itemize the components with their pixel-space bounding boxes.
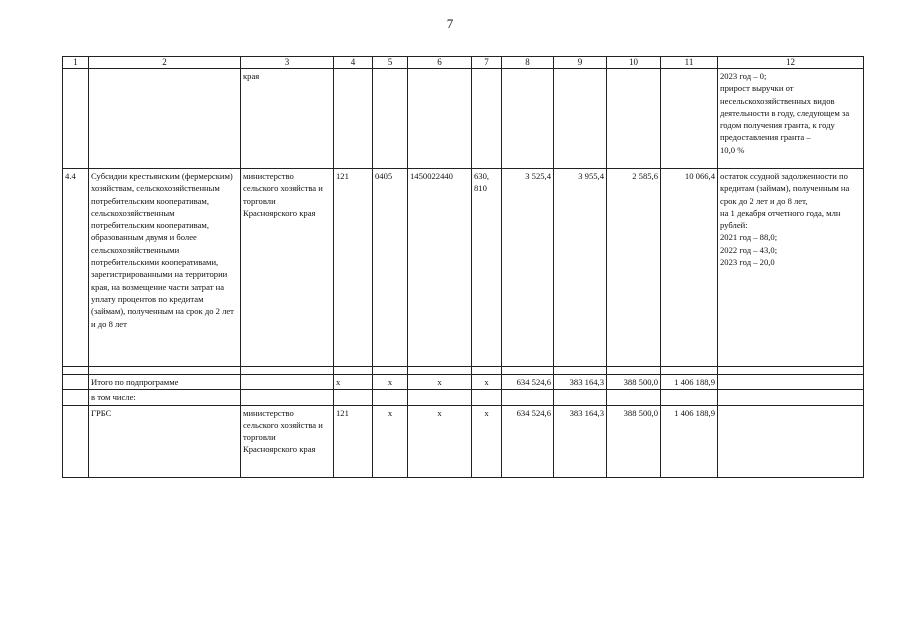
cell-amount-2021: 634 524,6 [502, 405, 554, 477]
cell [718, 375, 864, 390]
cell-grbs-label: ГРБС [89, 405, 241, 477]
cell-result-indicator: остаток ссудной задолженности по кредитам (займам), полученным на срок до 2 лет и до 8 лет, на 1 декабря отчетного года, млн рублей: 2021 год – 88,0; 2022 год – 43,0; 2023 год – 20,0 [718, 169, 864, 367]
header-cell: 6 [408, 57, 472, 69]
cell [63, 405, 89, 477]
cell [718, 390, 864, 405]
cell [334, 69, 373, 169]
cell-amount-total: 1 406 188,9 [661, 405, 718, 477]
cell-section-code: х [373, 405, 408, 477]
cell-measure-name: Субсидии крестьянским (фермерским) хозяйствам, сельскохозяйственным потребительским кооперативам, сельскохозяйственным потребительским кооперативам, образованным двумя и более сельскохозяйственными потребительскими кооперативами, зарегистрированными на территории края, на возмещение части затрат на уплату процентов по кредитам (займам), полученным на срок до 2 лет и до 8 лет [89, 169, 241, 367]
cell-amount-2022: 383 164,3 [554, 405, 607, 477]
header-cell: 8 [502, 57, 554, 69]
header-cell: 9 [554, 57, 607, 69]
header-cell: 7 [472, 57, 502, 69]
cell [554, 69, 607, 169]
header-cell: 4 [334, 57, 373, 69]
header-cell: 11 [661, 57, 718, 69]
cell [373, 69, 408, 169]
table-row-continuation [63, 69, 864, 169]
cell [661, 390, 718, 405]
table-row-including [63, 390, 864, 405]
cell-executor: министерство сельского хозяйства и торговли Красноярского края [241, 169, 334, 367]
cell-amount-2023: 388 500,0 [607, 405, 661, 477]
header-cell: 1 [63, 57, 89, 69]
header-cell: 2 [89, 57, 241, 69]
cell-target-code: 1450022440 [408, 169, 472, 367]
cell-result-indicator: 2023 год – 0; прирост выручки от несельскохозяйственных видов деятельности в году, следующем за годом получения гранта, к году предоставления гранта – 10,0 % [718, 69, 864, 169]
cell-executor: края [241, 69, 334, 169]
cell-target-code: х [408, 405, 472, 477]
cell [502, 69, 554, 169]
cell [472, 69, 502, 169]
page-number: 7 [446, 16, 454, 31]
cell [502, 390, 554, 405]
cell-executor: министерство сельского хозяйства и торговли Красноярского края [241, 405, 334, 477]
table-row-grbs [63, 405, 864, 477]
cell-amount-2023: 2 585,6 [607, 169, 661, 367]
cell [334, 390, 373, 405]
cell-section-code: х [373, 375, 408, 390]
cell-amount-2021: 634 524,6 [502, 375, 554, 390]
cell [607, 390, 661, 405]
cell [373, 390, 408, 405]
cell-amount-2022: 3 955,4 [554, 169, 607, 367]
program-table [62, 56, 864, 478]
cell [472, 390, 502, 405]
header-cell: 12 [718, 57, 864, 69]
cell-target-code: х [408, 375, 472, 390]
cell-expense-type: 630, 810 [472, 169, 502, 367]
cell-expense-type: х [472, 405, 502, 477]
cell [241, 390, 334, 405]
header-cell: 5 [373, 57, 408, 69]
cell [554, 390, 607, 405]
cell-expense-type: х [472, 375, 502, 390]
cell [63, 390, 89, 405]
cell [408, 390, 472, 405]
cell-item-number: 4.4 [63, 169, 89, 367]
cell [89, 69, 241, 169]
cell [63, 69, 89, 169]
header-cell: 3 [241, 57, 334, 69]
cell-total-label: Итого по подпрограмме [89, 375, 241, 390]
table-row-4-4 [63, 169, 864, 367]
cell [661, 69, 718, 169]
cell [607, 69, 661, 169]
cell [408, 69, 472, 169]
cell [63, 375, 89, 390]
cell-section-code: 0405 [373, 169, 408, 367]
cell [718, 405, 864, 477]
cell-amount-total: 10 066,4 [661, 169, 718, 367]
cell-amount-2023: 388 500,0 [607, 375, 661, 390]
cell-grbs-code: 121 [334, 169, 373, 367]
cell-grbs-code: х [334, 375, 373, 390]
cell-including-label: в том числе: [89, 390, 241, 405]
cell-amount-total: 1 406 188,9 [661, 375, 718, 390]
cell-amount-2021: 3 525,4 [502, 169, 554, 367]
table-row-total [63, 375, 864, 390]
header-cell: 10 [607, 57, 661, 69]
cell-grbs-code: 121 [334, 405, 373, 477]
cell [241, 375, 334, 390]
table-row-empty [63, 367, 864, 375]
column-number-row [63, 57, 864, 69]
cell-amount-2022: 383 164,3 [554, 375, 607, 390]
